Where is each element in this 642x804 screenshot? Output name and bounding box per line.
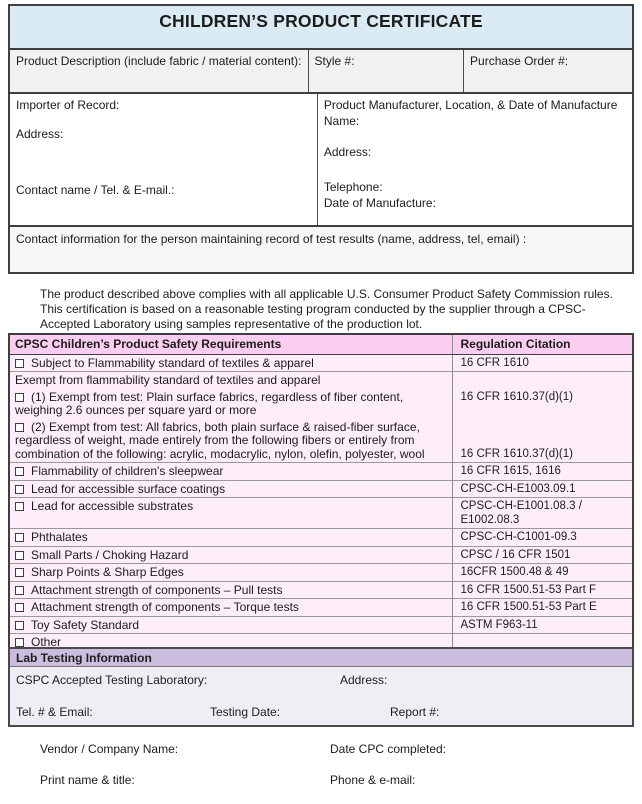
citation-label: 16 CFR 1615, 1616 <box>460 465 561 477</box>
citation-cell <box>453 599 632 616</box>
requirement-cell <box>10 355 453 372</box>
importer-contact-label: Contact name / Tel. & E-mail.: <box>16 183 175 197</box>
requirement-cell <box>10 481 453 498</box>
citation-label: 16 CFR 1610.37(d)(1) <box>460 390 573 403</box>
citation-cell <box>453 372 632 389</box>
certificate-top-table <box>8 4 634 274</box>
manufacturer-heading: Product Manufacturer, Location, & Date of Manufacture <box>323 98 618 112</box>
citation-label: 16 CFR 1610 <box>460 356 529 369</box>
lab-testing-header: Lab Testing Information <box>10 649 632 667</box>
requirement-checkbox[interactable] <box>15 621 24 630</box>
requirement-checkbox[interactable] <box>15 568 24 577</box>
requirement-label: Other <box>31 635 62 649</box>
requirement-row <box>10 463 632 481</box>
product-description-label: Product Description (include fabric / material content): <box>16 54 302 68</box>
requirement-row <box>10 529 632 547</box>
requirement-label: Lead for accessible surface coatings <box>31 481 226 496</box>
importer-address-label: Address: <box>16 127 64 141</box>
requirement-checkbox[interactable] <box>15 467 24 476</box>
requirements-rows <box>10 355 632 659</box>
requirement-label: (2) Exempt from test: All fabrics, both plain surface & raised-fiber surface, regardless of weight, made entirely from the following fibers or entirely from combination of the following: acrylic, modacrylic, nylon, olefin, polyester, wool <box>15 419 425 461</box>
requirement-cell <box>10 582 453 599</box>
product-info-row <box>10 50 632 94</box>
importer-cell[interactable] <box>10 94 318 225</box>
page-title-text: CHILDREN’S PRODUCT CERTIFICATE <box>159 11 483 31</box>
requirements-table-header <box>10 335 632 355</box>
requirement-checkbox[interactable] <box>15 502 24 511</box>
manufacturer-cell[interactable] <box>318 94 632 225</box>
requirement-row <box>10 498 632 529</box>
manufacturer-address-label: Address: <box>323 145 372 159</box>
requirement-checkbox[interactable] <box>15 359 24 368</box>
compliance-statement: The product described above complies with all applicable U.S. Consumer Product Safety Commission rules. This certification is based on a reasonable testing program conducted by the supplier through a CPSC-Accepted Laboratory using samples representative of the production lot. <box>40 287 613 331</box>
citation-cell <box>453 463 632 480</box>
records-contact-label: Contact information for the person maintaining record of test results (name, address, tel, email) : <box>16 232 527 246</box>
product-description-field[interactable] <box>10 50 309 92</box>
requirement-label: Sharp Points & Sharp Edges <box>31 565 184 579</box>
style-number-field[interactable] <box>309 50 465 92</box>
requirement-cell <box>10 463 453 480</box>
purchase-order-label: Purchase Order #: <box>470 54 569 68</box>
requirement-checkbox[interactable] <box>15 423 24 432</box>
print-name-title-label: Print name & title: <box>40 773 135 787</box>
citation-label: CPSC-CH-E1003.09.1 <box>460 482 576 495</box>
requirement-row <box>10 372 632 389</box>
requirement-checkbox[interactable] <box>15 533 24 542</box>
testing-laboratory-label: CSPC Accepted Testing Laboratory: <box>16 673 208 687</box>
citation-cell <box>453 529 632 546</box>
citation-label: ASTM F963-11 <box>460 618 538 631</box>
lab-testing-body[interactable] <box>10 667 632 725</box>
requirement-row <box>10 599 632 617</box>
requirement-row <box>10 419 632 464</box>
requirement-row <box>10 481 632 499</box>
requirement-label: Attachment strength of components – Torque tests <box>31 600 299 614</box>
requirement-cell <box>10 498 453 528</box>
citation-cell <box>453 564 632 581</box>
citation-cell <box>453 498 632 528</box>
requirement-row <box>10 355 632 373</box>
signature-row <box>40 742 610 758</box>
requirement-label: (1) Exempt from test: Plain surface fabrics, regardless of fiber content, weighing 2.6 ounces per square yard or more <box>15 389 404 417</box>
requirement-label: Small Parts / Choking Hazard <box>31 547 189 562</box>
report-number-label: Report #: <box>390 705 440 719</box>
manufacturer-name-label: Name: <box>323 114 360 128</box>
requirement-label: Lead for accessible substrates <box>31 499 194 513</box>
citation-label: CPSC-CH-C1001-09.3 <box>460 531 577 543</box>
citation-label: CPSC / 16 CFR 1501 <box>460 548 571 561</box>
style-number-label: Style #: <box>314 54 355 68</box>
records-contact-field[interactable] <box>10 227 632 272</box>
requirement-row <box>10 617 632 635</box>
requirement-row <box>10 389 632 419</box>
requirement-cell <box>10 617 453 634</box>
citation-label: 16 CFR 1500.51-53 Part E <box>460 601 597 613</box>
requirement-label: Subject to Flammability standard of textiles & apparel <box>31 355 314 370</box>
requirement-cell <box>10 599 453 616</box>
requirement-label: Exempt from flammability standard of textiles and apparel <box>15 373 321 387</box>
manufacturer-telephone-label: Telephone: <box>323 180 383 194</box>
lab-testing-section <box>8 647 634 727</box>
requirement-cell <box>10 419 453 463</box>
citation-cell <box>453 419 632 463</box>
requirement-cell <box>10 389 453 419</box>
testing-date-label: Testing Date: <box>210 705 281 719</box>
citation-cell <box>453 389 632 419</box>
citation-label: 16CFR 1500.48 & 49 <box>460 566 569 578</box>
regulation-citation-header-label: Regulation Citation <box>460 337 571 351</box>
page-title <box>10 6 632 50</box>
date-of-manufacture-label: Date of Manufacture: <box>323 196 436 210</box>
citation-label: 16 CFR 1610.37(d)(1) <box>460 447 573 460</box>
requirement-row <box>10 547 632 565</box>
citation-cell <box>453 582 632 599</box>
requirement-checkbox[interactable] <box>15 485 24 494</box>
citation-cell <box>453 617 632 634</box>
signature-section <box>40 742 610 804</box>
requirement-label: Flammability of children's sleepwear <box>31 464 224 478</box>
requirement-cell <box>10 529 453 546</box>
requirement-label: Toy Safety Standard <box>31 617 140 632</box>
requirement-checkbox[interactable] <box>15 603 24 612</box>
lab-tel-email-label: Tel. # & Email: <box>16 705 93 719</box>
lab-address-label: Address: <box>340 673 388 687</box>
requirement-row <box>10 582 632 600</box>
requirement-cell <box>10 564 453 581</box>
phone-email-label: Phone & e-mail: <box>330 773 416 787</box>
citation-label: CPSC-CH-E1001.08.3 / E1002.08.3 <box>460 500 582 526</box>
requirement-row <box>10 564 632 582</box>
requirement-checkbox[interactable] <box>15 586 24 595</box>
requirement-label: Attachment strength of components – Pull tests <box>31 582 283 597</box>
requirement-checkbox[interactable] <box>15 551 24 560</box>
requirement-checkbox[interactable] <box>15 638 24 647</box>
vendor-company-name-label: Vendor / Company Name: <box>40 742 179 756</box>
date-cpc-completed-label: Date CPC completed: <box>330 742 447 756</box>
purchase-order-field[interactable] <box>464 50 632 92</box>
importer-of-record-label: Importer of Record: <box>16 98 120 112</box>
citation-cell <box>453 355 632 372</box>
requirement-cell <box>10 547 453 564</box>
requirements-table <box>8 333 634 660</box>
signature-row <box>40 773 610 789</box>
citation-cell <box>453 481 632 498</box>
requirement-checkbox[interactable] <box>15 393 24 402</box>
parties-row <box>10 94 632 227</box>
citation-label: 16 CFR 1500.51-53 Part F <box>460 583 596 596</box>
requirement-label: Phthalates <box>31 530 88 544</box>
requirement-cell <box>10 372 453 389</box>
requirements-header-label: CPSC Children’s Product Safety Requirements <box>10 335 453 354</box>
citation-cell <box>453 547 632 564</box>
